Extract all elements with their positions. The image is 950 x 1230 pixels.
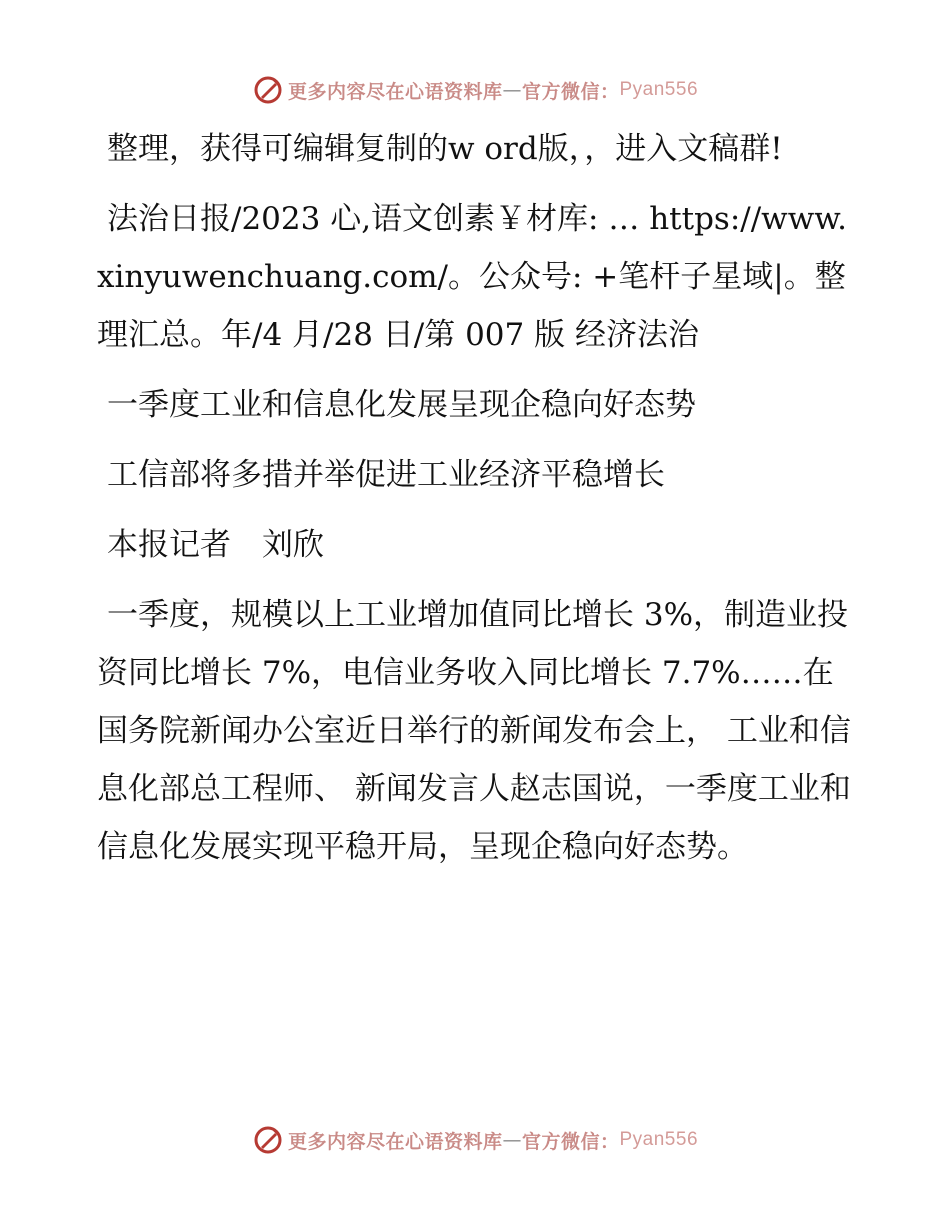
quill-seal-logo-icon [252,1124,284,1156]
quill-seal-logo-icon [252,74,284,106]
banner-main-text: 更多内容尽在心语资料库 [287,1130,503,1153]
footer-watermark-banner [0,1120,950,1160]
banner-main-text: 更多内容尽在心语资料库 [287,80,503,103]
banner-contact-id: Pyan556 [619,79,699,100]
paragraph-intro: 整理，获得可编辑复制的w ord版，，进入文稿群! [107,131,783,167]
banner-contact-label: 官方微信： [521,80,620,103]
paragraph-source-line: 法治日报/2023 心,语文创素￥材库: … https://www.xinyuwenchuang.com/。公众号: +笔杆子星域|。整理汇总。年/4 月/28 日/第 007 版 经济法治 [97,201,847,353]
header-watermark-banner [0,70,950,110]
banner-separator: — [502,79,522,101]
banner-contact-id: Pyan556 [619,1129,699,1150]
banner-separator: — [502,1129,522,1151]
article-byline: 本报记者 刘欣 [107,527,324,563]
article-body-paragraph: 一季度，规模以上工业增加值同比增长 3%，制造业投资同比增长 7%，电信业务收入同比增长 7.7%……在国务院新闻办公室近日举行的新闻发布会上， 工业和信息化部总工程师、 新闻发言人赵志国说，一季度工业和信息化发展实现平稳开局，呈现企稳向好态势。 [97,597,851,865]
document-body [97,120,857,888]
article-subheadline: 工信部将多措并举促进工业经济平稳增长 [107,457,665,493]
banner-contact-label: 官方微信： [521,1130,620,1153]
article-headline: 一季度工业和信息化发展呈现企稳向好态势 [107,387,696,423]
